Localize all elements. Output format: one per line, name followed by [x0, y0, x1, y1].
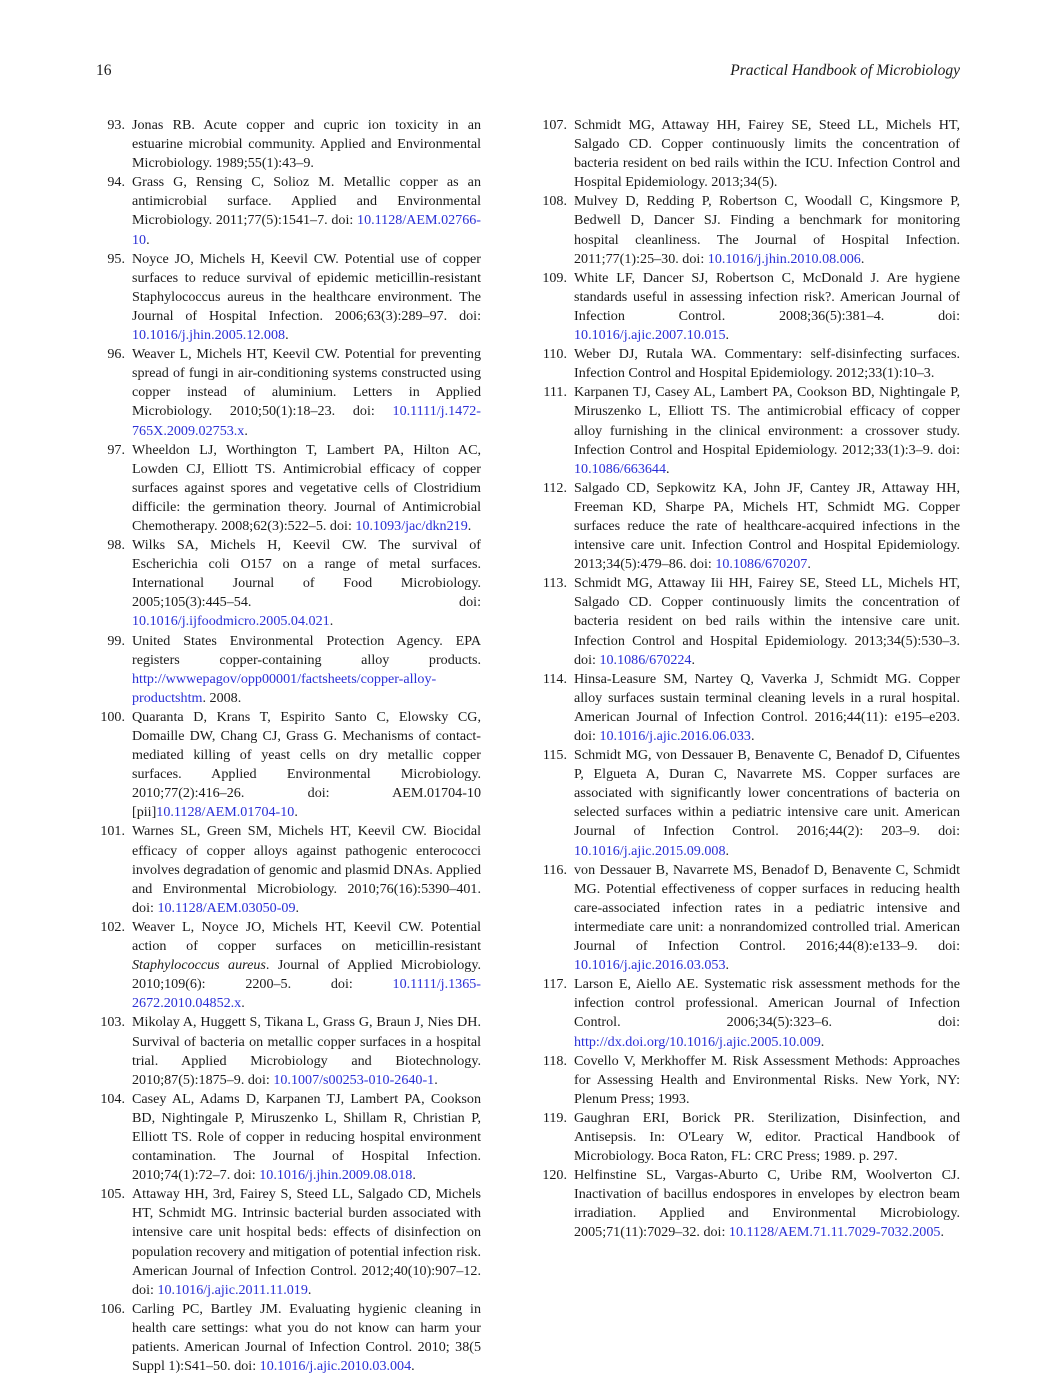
doi-link[interactable]: 10.1016/j.ajic.2007.10.015: [574, 327, 726, 344]
reference-item: [96, 441, 481, 536]
reference-item: [538, 574, 960, 669]
doi-link[interactable]: 10.1016/j.ijfoodmicro.2005.04.021: [132, 613, 330, 630]
doi-link[interactable]: 10.1093/jac/dkn219: [355, 517, 468, 534]
reference-number: 113.: [542, 575, 567, 592]
doi-link[interactable]: 10.1128/AEM.02766-10: [132, 212, 481, 248]
reference-number: 117.: [542, 976, 567, 993]
reference-text: Wilks SA, Michels H, Keevil CW. The survival of Escherichia coli O157 on a range of metal surfaces. International Journal of Food Microbiology. 2005;105(3):445–54. doi:: [132, 537, 481, 611]
reference-text: Gaughran ERI, Borick PR. Sterilization, Disinfection, and Antisepsis. In: O'Leary W, editor. Practical Handbook of Microbiology. Boca Raton, FL: CRC Press; 1989. p. 297.: [574, 1109, 960, 1165]
reference-item: [96, 918, 481, 1013]
doi-link[interactable]: 10.1086/670224: [599, 651, 692, 668]
reference-tail: .: [725, 957, 730, 974]
reference-number: 94.: [107, 174, 125, 191]
reference-number: 102.: [100, 918, 125, 935]
doi-link[interactable]: 10.1016/j.jhin.2009.08.018: [259, 1167, 413, 1184]
page-number: 16: [96, 62, 112, 79]
reference-item: [538, 1166, 960, 1242]
reference-number: 99.: [107, 632, 125, 649]
reference-item: [538, 861, 960, 976]
reference-item: [96, 1013, 481, 1089]
doi-link[interactable]: 10.1016/j.ajic.2016.03.053: [574, 957, 726, 974]
reference-tail: . 2008.: [202, 689, 242, 706]
reference-tail: .: [295, 899, 300, 916]
reference-number: 103.: [100, 1014, 125, 1031]
reference-text: White LF, Dancer SJ, Robertson C, McDonald J. Are hygiene standards useful in assessing infection risk?. American Journal of Infection Control. 2008;36(5):381–4. doi:: [574, 269, 960, 324]
reference-number: 98.: [107, 537, 125, 554]
doi-link[interactable]: 10.1016/j.ajic.2010.03.004: [259, 1358, 412, 1375]
doi-link[interactable]: 10.1086/670207: [715, 556, 808, 573]
reference-text: Weaver L, Noyce JO, Michels HT, Keevil CW. Potential action of copper surfaces on meticillin-resistant: [132, 918, 481, 955]
reference-text: Casey AL, Adams D, Karpanen TJ, Lambert PA, Cookson BD, Nightingale P, Miruszenko L, Shillam R, Christian P, Elliott TS. Role of copper in reducing hospital environment contamination. The Journal of Hospital Infection. 2010;74(1):72–7. doi:: [132, 1090, 481, 1184]
doi-link[interactable]: 10.1111/j.1365-2672.2010.04852.x: [132, 976, 481, 1012]
reference-number: 110.: [542, 346, 567, 363]
reference-item: [538, 269, 960, 345]
reference-tail: .: [820, 1033, 825, 1050]
reference-number: 105.: [100, 1186, 125, 1203]
page-header: [96, 62, 960, 84]
reference-item: [538, 1109, 960, 1166]
doi-link[interactable]: 10.1128/AEM.03050-09: [157, 899, 296, 916]
reference-text: Salgado CD, Sepkowitz KA, John JF, Cantey JR, Attaway HH, Freeman KD, Sharpe PA, Michels HT, Schmidt MG. Copper surfaces reduce the rate of healthcare-acquired infections in the intensive care unit. Infection Control and Hospital Epidemiology. 2013;34(5):479–86. doi:: [574, 479, 960, 573]
reference-number: 106.: [100, 1300, 125, 1317]
reference-item: [538, 116, 960, 192]
reference-number: 96.: [107, 346, 125, 363]
reference-item: [96, 1185, 481, 1300]
references-left-column: [96, 116, 481, 1376]
running-head: Practical Handbook of Microbiology: [730, 62, 960, 79]
reference-tail: .: [412, 1167, 416, 1184]
reference-item: [538, 345, 960, 383]
reference-item: [96, 536, 481, 631]
reference-tail: .: [294, 804, 298, 821]
reference-text: Hinsa-Leasure SM, Nartey Q, Vaverka J, Schmidt MG. Copper alloy surfaces sustain terminal cleaning levels in a rural hospital. American Journal of Infection Control. 2016;44(11): e195–e203. doi:: [574, 670, 960, 744]
reference-number: 101.: [100, 823, 125, 840]
doi-link[interactable]: http://dx.doi.org/10.1016/j.ajic.2005.10.009: [574, 1033, 821, 1050]
reference-tail: .: [285, 327, 289, 344]
reference-text-continued: . Journal of Applied Microbiology. 2010;109(6): 2200–5. doi:: [132, 957, 481, 993]
reference-text: United States Environmental Protection Agency. EPA registers copper-containing alloy products.: [132, 632, 481, 668]
reference-text: Warnes SL, Green SM, Michels HT, Keevil CW. Biocidal efficacy of copper alloys against pathogenic enterococci involves degradation of genomic and plasmid DNAs. Applied and Environmental Microbiology. 2010;76(16):5390–401. doi:: [132, 823, 481, 916]
reference-tail: .: [146, 231, 150, 248]
reference-number: 108.: [542, 193, 567, 210]
reference-italic-text: Staphylococcus aureus: [132, 957, 266, 974]
reference-tail: .: [725, 327, 730, 344]
reference-text: Schmidt MG, Attaway HH, Fairey SE, Steed LL, Michels HT, Salgado CD. Copper continuously limits the concentration of bacteria resident on bed rails within the ICU. Infection Control and Hospital Epidemiology. 2013;34(5).: [574, 117, 960, 191]
reference-number: 104.: [100, 1090, 125, 1107]
reference-tail: .: [467, 517, 472, 534]
reference-tail: .: [860, 250, 865, 267]
reference-item: [96, 632, 481, 708]
reference-item: [538, 975, 960, 1051]
reference-text: Schmidt MG, von Dessauer B, Benavente C, Benadof D, Cifuentes P, Elgueta A, Duran C, Navarrete MS. Copper surfaces are associated with significantly lower concentrations of bacteria on selected surfaces within a pediatric intensive care unit. American Journal of Infection Control. 2016;44(2): 203–9. doi:: [574, 747, 960, 840]
reference-tail: .: [329, 613, 334, 630]
reference-tail: .: [940, 1224, 944, 1241]
doi-link[interactable]: 10.1111/j.1472-765X.2009.02753.x: [132, 403, 481, 439]
reference-number: 93.: [107, 117, 125, 133]
reference-tail: .: [307, 1281, 312, 1298]
reference-text: Covello V, Merkhoffer M. Risk Assessment Methods: Approaches for Assessing Health and Environmental Risks. New York, NY: Plenum Press; 1993.: [574, 1052, 960, 1107]
reference-text: Helfinstine SL, Vargas-Aburto C, Uribe RM, Woolverton CJ. Inactivation of bacillus endospores in envelopes by electron beam irradiation. Applied and Environmental Microbiology. 2005;71(11):7029–32. doi:: [574, 1167, 960, 1241]
reference-text: von Dessauer B, Navarrete MS, Benadof D, Benavente C, Schmidt MG. Potential effectiveness of copper surfaces in reducing health care-associated infection rates in a pediatric intensive and intermediate care unit: a nonrandomized controlled trial. American Journal of Infection Control. 2016;44(8):e133–9. doi:: [574, 861, 960, 955]
doi-link[interactable]: 10.1016/j.ajic.2011.11.019: [157, 1281, 308, 1298]
reference-text: Karpanen TJ, Casey AL, Lambert PA, Cookson BD, Nightingale P, Miruszenko L, Elliott TS. The antimicrobial efficacy of copper alloy furnishing in the clinical environment: a crossover study. Infection Control and Hospital Epidemiology. 2012;33(1):3–9. doi:: [574, 384, 960, 458]
reference-item: [96, 708, 481, 823]
reference-item: [538, 670, 960, 746]
reference-number: 116.: [542, 861, 567, 878]
reference-number: 114.: [542, 670, 567, 687]
reference-item: [96, 1300, 481, 1376]
doi-link[interactable]: 10.1086/663644: [574, 460, 667, 477]
reference-text: Schmidt MG, Attaway Iii HH, Fairey SE, Steed LL, Michels HT, Salgado CD. Copper continuously limits the concentration of bacteria resident on bed rails within the intensive care unit. Infection Control and Hospital Epidemiology. 2013;34(5):530–3. doi:: [574, 575, 960, 668]
reference-text: Attaway HH, 3rd, Fairey S, Steed LL, Salgado CD, Michels HT, Schmidt MG. Intrinsic bacterial burden associated with intensive care unit hospital beds: effects of disinfection on population recovery and mitigation of potential infection risk. American Journal of Infection Control. 2012;40(10):907–12. doi:: [132, 1186, 481, 1298]
reference-tail: .: [241, 995, 245, 1012]
reference-item: [538, 479, 960, 574]
reference-tail: .: [750, 728, 755, 744]
reference-number: 120.: [542, 1167, 567, 1184]
reference-text: Mikolay A, Huggett S, Tikana L, Grass G, Braun J, Nies DH. Survival of bacteria on metallic copper surfaces in a hospital trial. Applied Microbiology and Biotechnology. 2010;87(5):1875–9. doi:: [132, 1014, 481, 1088]
doi-link[interactable]: 10.1016/j.ajic.2015.09.008: [574, 842, 726, 859]
reference-item: [538, 192, 960, 268]
reference-tail: .: [807, 556, 811, 573]
doi-link[interactable]: 10.1007/s00253-010-2640-1: [273, 1071, 435, 1088]
reference-text: Noyce JO, Michels H, Keevil CW. Potential use of copper surfaces to reduce survival of epidemic meticillin-resistant Staphylococcus aureus in the healthcare environment. The Journal of Hospital Infection. 2006;63(3):289–97. doi:: [132, 250, 481, 324]
reference-tail: .: [666, 460, 670, 477]
doi-link[interactable]: 10.1128/AEM.71.11.7029-7032.2005: [728, 1224, 941, 1241]
doi-link[interactable]: 10.1016/j.ajic.2016.06.033: [599, 728, 751, 744]
reference-text: Larson E, Aiello AE. Systematic risk assessment methods for the infection control professional. American Journal of Infection Control. 2006;34(5):323–6. doi:: [574, 976, 960, 1031]
reference-item: [96, 250, 481, 345]
reference-text: Mulvey D, Redding P, Robertson C, Woodall C, Kingsmore P, Bedwell D, Dancer SJ. Finding a benchmark for monitoring hospital cleanliness. The Journal of Hospital Infection. 2011;77(1):25–30. doi:: [574, 193, 960, 267]
reference-text: Quaranta D, Krans T, Espirito Santo C, Elowsky CG, Domaille DW, Chang CJ, Grass G. Mechanisms of contact-mediated killing of yeast cells on dry metallic copper surfaces. Applied Environmental Microbiology. 2010;77(2):416–26. doi: AEM.01704-10 [pii]: [132, 708, 481, 821]
reference-number: 109.: [542, 269, 567, 286]
doi-link[interactable]: http://wwwepagov/opp00001/factsheets/copper-alloy-productshtm: [132, 670, 437, 706]
reference-text: Wheeldon LJ, Worthington T, Lambert PA, Hilton AC, Lowden CJ, Elliott TS. Antimicrobial efficacy of copper surfaces against spores and vegetative cells of Clostridium difficile: the germination theory. Journal of Antimicrobial Chemotherapy. 2008;62(3):522–5. doi:: [132, 441, 481, 534]
reference-number: 100.: [100, 708, 125, 725]
reference-tail: .: [411, 1358, 415, 1375]
reference-text: Carling PC, Bartley JM. Evaluating hygienic cleaning in health care settings: what you do not know can harm your patients. American Journal of Infection Control. 2010; 38(5 Suppl 1):S41–50. doi:: [132, 1300, 481, 1375]
reference-number: 107.: [542, 117, 567, 133]
reference-number: 111.: [543, 384, 567, 401]
doi-link[interactable]: 10.1128/AEM.01704-10: [156, 804, 295, 821]
reference-tail: .: [691, 651, 695, 668]
reference-item: [96, 173, 481, 249]
reference-number: 95.: [107, 250, 125, 267]
references-right-column: [538, 116, 960, 1243]
reference-item: [96, 345, 481, 440]
reference-number: 119.: [542, 1109, 567, 1126]
reference-text: Jonas RB. Acute copper and cupric ion toxicity in an estuarine microbial community. Applied and Environmental Microbiology. 1989;55(1):43–9.: [132, 117, 481, 172]
reference-item: [538, 746, 960, 861]
reference-tail: .: [725, 842, 730, 859]
reference-item: [96, 1090, 481, 1185]
reference-item: [96, 822, 481, 917]
reference-number: 97.: [107, 441, 125, 458]
reference-text: Weaver L, Michels HT, Keevil CW. Potential for preventing spread of fungi in air-conditioning systems constructed using copper instead of aluminium. Letters in Applied Microbiology. 2010;50(1):18–23. doi:: [132, 346, 481, 420]
reference-number: 115.: [542, 747, 567, 764]
reference-item: [96, 116, 481, 173]
reference-number: 112.: [542, 479, 567, 496]
reference-tail: .: [434, 1071, 438, 1088]
reference-number: 118.: [542, 1052, 567, 1069]
reference-text: Grass G, Rensing C, Solioz M. Metallic copper as an antimicrobial surface. Applied and Environmental Microbiology. 2011;77(5):1541–7. doi:: [132, 174, 481, 229]
reference-tail: .: [244, 422, 248, 439]
reference-item: [538, 383, 960, 478]
doi-link[interactable]: 10.1016/j.jhin.2010.08.006: [707, 250, 861, 267]
reference-item: [538, 1052, 960, 1109]
reference-text: Weber DJ, Rutala WA. Commentary: self-disinfecting surfaces. Infection Control and Hospital Epidemiology. 2012;33(1):10–3.: [574, 346, 960, 382]
doi-link[interactable]: 10.1016/j.jhin.2005.12.008: [132, 327, 286, 344]
